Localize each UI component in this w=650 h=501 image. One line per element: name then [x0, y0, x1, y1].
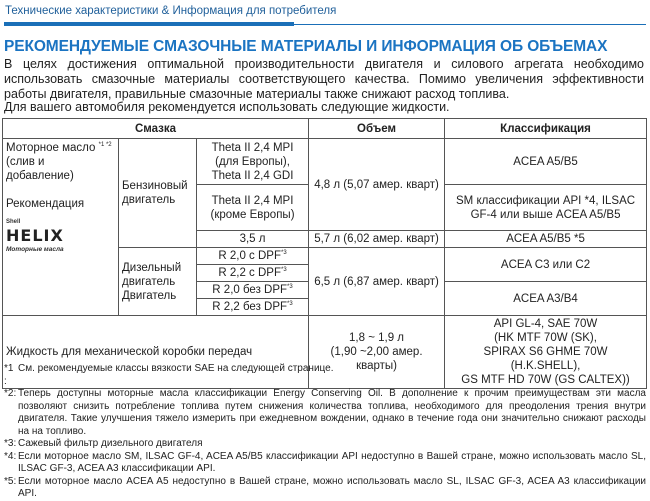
footnote-mark: *5: — [4, 475, 17, 487]
header-volume: Объем — [309, 119, 445, 139]
table-header-row — [3, 119, 647, 139]
engine-variant — [197, 282, 309, 299]
recommendation-label: Рекомендация — [6, 198, 85, 210]
engine-oil-label: Моторное масло — [6, 142, 96, 154]
footnote-mark: *3: — [4, 438, 17, 449]
engine-variant — [197, 299, 309, 316]
footnote-mark: *2: — [4, 388, 17, 399]
logo-brand: Shell — [6, 219, 21, 225]
footnote-text: Если моторное масло SM, ILSAC GF-4, ACEA A5/B5 классификации API недоступно в Вашей стране, можно использовать масло SL, ILSAC GF-3, ACEA A3 классификации API. — [18, 450, 646, 474]
engine-name: R 2,0 с DPF — [218, 250, 281, 262]
logo-subtitle: Моторные масла — [6, 246, 64, 253]
shell-helix-logo — [6, 215, 76, 257]
footnote-mark: *3 — [287, 284, 293, 291]
gearbox-label: Жидкость для механической коробки передач — [3, 316, 309, 389]
engine-variant: Theta II 2,4 MPI (кроме Европы) — [197, 185, 309, 231]
header-classification: Классификация — [445, 119, 647, 139]
engine-oil-cell — [3, 139, 119, 316]
section-header: Технические характеристики & Информация для потребителя — [5, 5, 337, 17]
footnote-mark: *3 — [287, 301, 293, 308]
engine-name: R 2,2 без DPF — [212, 301, 288, 313]
lubricants-table — [2, 118, 647, 389]
engine-variant — [197, 265, 309, 282]
classification-cell: SM классификации API *4, ILSAC GF-4 или выше ACEA A5/B5 — [445, 185, 647, 231]
gearbox-volume-qt: (1,90 ~2,00 амер. кварты) — [330, 346, 423, 372]
recommend-text: Для вашего автомобиля рекомендуется использовать следующие жидкости. — [4, 100, 450, 114]
volume-cell: 6,5 л (6,87 амер. кварт) — [309, 248, 445, 316]
engine-name: R 2,0 без DPF — [212, 284, 288, 296]
header-lubricant: Смазка — [3, 119, 309, 139]
classification-cell: ACEA C3 или C2 — [445, 248, 647, 282]
engine-variant — [197, 248, 309, 265]
footnote-mark: *1 *2 — [98, 142, 112, 149]
volume-cell: 5,7 л (6,02 амер. кварт) — [309, 231, 445, 248]
footnote — [4, 388, 646, 438]
footnote — [4, 451, 646, 476]
engine-variant: Theta II 2,4 MPI (для Европы), Theta II 2,4 GDI — [197, 139, 309, 185]
table-row — [3, 139, 647, 185]
footnotes — [4, 363, 646, 501]
footnote-text: Сажевый фильтр дизельного двигателя — [18, 438, 203, 449]
footnote-text: Теперь доступны моторные масла классификации Energy Conserving Oil. В дополнение к прочим преимуществам эти масла позволяют снизить потребление топлива путем снижения количества топлива, необходимого для преодоления трения внутри двигателя. Такие улучшения тяжело измерить при ежедневном вождении, однако в течение года они значительно снижают расходы на на топливо. — [18, 388, 646, 437]
footnote — [4, 363, 646, 388]
footnote-mark: *1 : — [4, 363, 14, 387]
logo-name: HELIX — [6, 226, 64, 245]
footnote-text: См. рекомендуемые классы вязкости SAE на следующей странице. — [18, 363, 334, 374]
footnote-text: Если моторное масло ACEA A5 недоступно в Вашей стране, можно использовать масло SL, ILSAC GF-3, ACEA A3 классификации API. — [18, 475, 646, 499]
class-line: GS MTF HD 70W (GS CALTEX)) — [461, 374, 630, 386]
gearbox-volume-l: 1,8 ~ 1,9 л — [349, 332, 405, 344]
classification-cell: ACEA A3/B4 — [445, 282, 647, 316]
petrol-engine-label: Бензиновый двигатель — [119, 139, 197, 248]
footnote-mark: *4: — [4, 450, 17, 462]
page-title: РЕКОМЕНДУЕМЫЕ СМАЗОЧНЫЕ МАТЕРИАЛЫ И ИНФОРМАЦИЯ ОБ ОБЪЕМАХ — [4, 38, 608, 55]
intro-paragraph: В целях достижения оптимальной производительности двигателя и силового агрегата необходимо использовать смазочные материалы соответствующего качества. Помимо увеличения эффективности работы двигателя, правильные смазочные материалы также снижают расход топлива. — [4, 57, 644, 101]
footnote-mark: *3 — [281, 250, 287, 257]
engine-variant: 3,5 л — [197, 231, 309, 248]
class-line: API GL-4, SAE 70W — [493, 318, 598, 330]
footnote-mark: *3 — [281, 267, 287, 274]
classification-cell: ACEA A5/B5 *5 — [445, 231, 647, 248]
volume-cell: 4,8 л (5,07 амер. кварт) — [309, 139, 445, 231]
footnote — [4, 438, 646, 451]
header-rule-thin — [294, 24, 646, 25]
engine-oil-sublabel: (слив и добавление) — [6, 156, 74, 182]
class-line: (HK MTF 70W (SK), — [494, 332, 597, 344]
class-line: SPIRAX S6 GHME 70W (H.K.SHELL), — [483, 346, 608, 372]
diesel-engine-label: Дизельный двигатель Двигатель — [119, 248, 197, 316]
footnote — [4, 476, 646, 501]
engine-name: R 2,2 с DPF — [218, 267, 281, 279]
classification-cell: ACEA A5/B5 — [445, 139, 647, 185]
header-rule-thick — [4, 22, 294, 26]
